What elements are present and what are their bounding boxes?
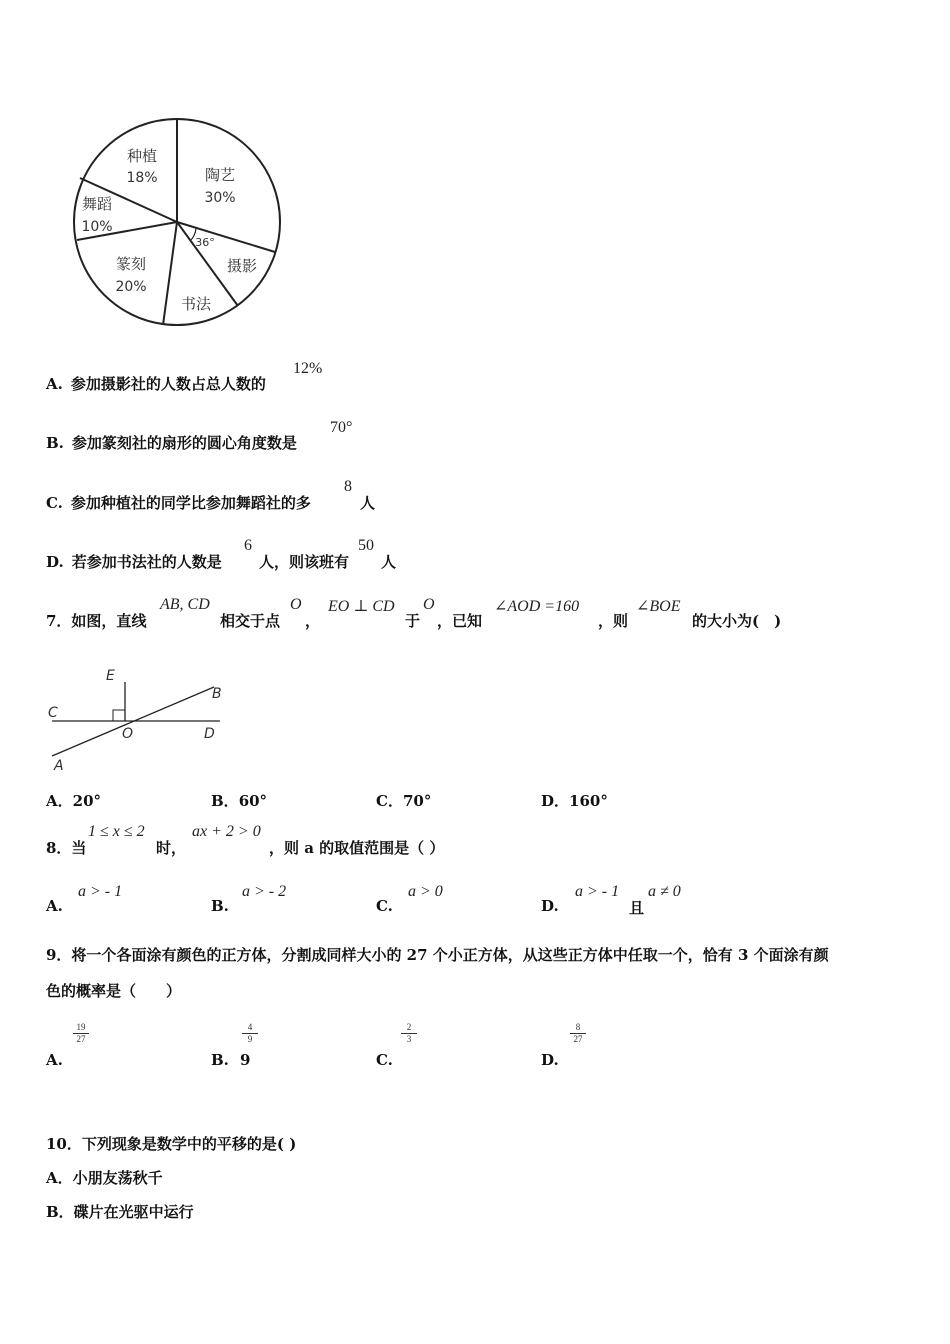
- q7-text-comma: ，: [305, 612, 321, 630]
- q6-option-b-math: 70°: [330, 419, 353, 436]
- pie-label-wudao: 舞蹈: [81, 195, 113, 213]
- q7-math-eo-perp-cd: EO ⊥ CD: [328, 598, 395, 615]
- q8-option-d-joiner: 且: [629, 899, 645, 917]
- q7-option-c: [376, 790, 431, 811]
- q8-option-d-letter: D.: [541, 897, 559, 915]
- q6-option-b: [46, 432, 297, 453]
- pie-label-zhongzhi: 种植: [126, 147, 158, 165]
- label-c: C: [48, 705, 58, 721]
- q9-option-b-num: 4: [242, 1022, 258, 1034]
- pie-pct-taoyi: 30%: [204, 190, 236, 206]
- q8-option-d-math: a > - 1: [575, 883, 620, 900]
- q7-math-angle-aod: ∠AOD =160: [494, 598, 580, 615]
- pie-divider-bottom: [163, 222, 177, 325]
- pie-pct-zhongzhi: 18%: [126, 170, 158, 186]
- q6-option-a-letter: A.: [46, 375, 63, 393]
- q6-option-c-letter: C.: [46, 494, 63, 512]
- q7-text-intersect: 相交于点: [220, 612, 281, 630]
- q6-option-c-suffix: 人: [360, 494, 376, 512]
- q9-option-a-num: 19: [73, 1022, 89, 1034]
- q8-text-rest: ，则 a 的取值范围是（ ）: [269, 839, 445, 857]
- q6-option-c-text: 参加种植社的同学比参加舞蹈社的多: [70, 494, 311, 512]
- q10-option-b: B．碟片在光驱中运行: [46, 1203, 194, 1221]
- q7-option-a-value: 20°: [72, 792, 102, 810]
- q8-option-d-math2: a ≠ 0: [648, 883, 681, 900]
- label-o: O: [122, 726, 134, 742]
- q9-option-b-fraction: [242, 1022, 258, 1045]
- q8-option-c-math: a > 0: [408, 883, 443, 900]
- q9-option-d-letter: D.: [541, 1051, 559, 1069]
- q7-option-a-letter: A．: [46, 792, 73, 810]
- pie-divider-right: [177, 222, 275, 252]
- q7-text-then: ，则: [598, 612, 629, 630]
- q9-option-d-den: 27: [573, 1034, 583, 1044]
- q8-prefix: 8．当: [46, 839, 87, 857]
- pie-chart: [70, 110, 290, 335]
- q7-option-a: [46, 790, 101, 811]
- q9-option-d-num: 8: [570, 1022, 586, 1034]
- q10-stem: 10．下列现象是数学中的平移的是( ): [46, 1135, 297, 1153]
- right-angle-mark: [113, 710, 125, 721]
- q9-option-b-extra: 9: [240, 1051, 251, 1069]
- q7-text-size: 的大小为( ): [692, 612, 782, 630]
- q10-option-a: A．小朋友荡秋千: [46, 1169, 163, 1187]
- q9-stem-line2: 色的概率是（ ）: [46, 982, 182, 1000]
- q7-text-given: ，已知: [437, 612, 483, 630]
- q7-option-d-letter: D．: [541, 792, 570, 810]
- q7-option-c-value: 70°: [402, 792, 432, 810]
- q6-option-b-text: 参加篆刻社的扇形的圆心角度数是: [71, 434, 297, 452]
- q7-math-o1: O: [290, 596, 302, 613]
- label-e: E: [106, 668, 115, 684]
- q7-option-b-value: 60°: [238, 792, 268, 810]
- q9-option-c-letter: C.: [376, 1051, 393, 1069]
- q6-option-d-letter: D.: [46, 553, 64, 571]
- q7-math-o2: O: [423, 596, 435, 613]
- pie-label-taoyi: 陶艺: [204, 166, 236, 184]
- q7-text-at: 于: [405, 612, 421, 630]
- q9-option-a-fraction: [73, 1022, 89, 1045]
- q8-text-when: 时，: [156, 839, 187, 857]
- q9-option-a-letter: A.: [46, 1051, 63, 1069]
- q7-option-b-letter: B．: [211, 792, 239, 810]
- q7-option-c-letter: C．: [376, 792, 403, 810]
- q9-option-c-num: 2: [401, 1022, 417, 1034]
- q8-math-range: 1 ≤ x ≤ 2: [88, 823, 145, 840]
- pie-label-sheying: 摄影: [226, 257, 258, 275]
- label-b: B: [212, 686, 222, 702]
- q7-option-d-value: 160°: [569, 792, 608, 810]
- q6-option-a-text: 参加摄影社的人数占总人数的: [70, 375, 266, 393]
- q7-option-d: [541, 790, 608, 811]
- q8-option-c-letter: C.: [376, 897, 393, 915]
- q9-stem-line1: 9．将一个各面涂有颜色的正方体，分割成同样大小的 27 个小正方体，从这些正方体中任取一个，恰有 3 个面涂有颜: [46, 946, 829, 964]
- pie-label-zhuanke: 篆刻: [115, 255, 147, 273]
- q6-option-a: [46, 373, 266, 394]
- q7-math-ab-cd: AB, CD: [160, 596, 210, 613]
- q6-option-b-letter: B.: [46, 434, 64, 452]
- pie-pct-zhuanke: 20%: [115, 279, 147, 295]
- q8-option-b-letter: B.: [211, 897, 229, 915]
- q7-math-angle-boe: ∠BOE: [636, 598, 681, 615]
- q6-option-d: [46, 551, 222, 572]
- q9-option-d-fraction: [570, 1022, 586, 1045]
- q6-option-d-text1: 若参加书法社的人数是: [71, 553, 222, 571]
- q6-option-c-math: 8: [344, 478, 352, 495]
- q7-option-b: [211, 790, 267, 811]
- q6-option-c: [46, 492, 311, 513]
- q6-option-d-math2: 50: [358, 537, 374, 554]
- pie-label-shufa: 书法: [180, 295, 212, 313]
- q9-option-b-den: 9: [247, 1034, 253, 1044]
- q8-option-a-math: a > - 1: [78, 883, 123, 900]
- q8-math-inequality: ax + 2 > 0: [192, 823, 261, 840]
- pie-pct-wudao: 10%: [81, 219, 113, 235]
- q6-option-a-math: 12%: [293, 360, 323, 377]
- q6-option-d-text2: 人，则该班有: [259, 553, 350, 571]
- q9-option-c-den: 3: [406, 1034, 412, 1044]
- q9-option-b-letter: B.: [211, 1051, 229, 1069]
- q6-option-d-math1: 6: [244, 537, 252, 554]
- q9-option-a-den: 27: [76, 1034, 86, 1044]
- q9-option-c-fraction: [401, 1022, 417, 1045]
- q6-option-d-suffix: 人: [381, 553, 397, 571]
- q8-option-b-math: a > - 2: [242, 883, 287, 900]
- q8-option-a-letter: A.: [46, 897, 63, 915]
- q7-figure: [44, 662, 234, 774]
- label-a: A: [54, 758, 64, 774]
- q7-prefix: 7．如图，直线: [46, 612, 147, 630]
- pie-angle-label: 36°: [195, 236, 215, 249]
- label-d: D: [204, 726, 215, 742]
